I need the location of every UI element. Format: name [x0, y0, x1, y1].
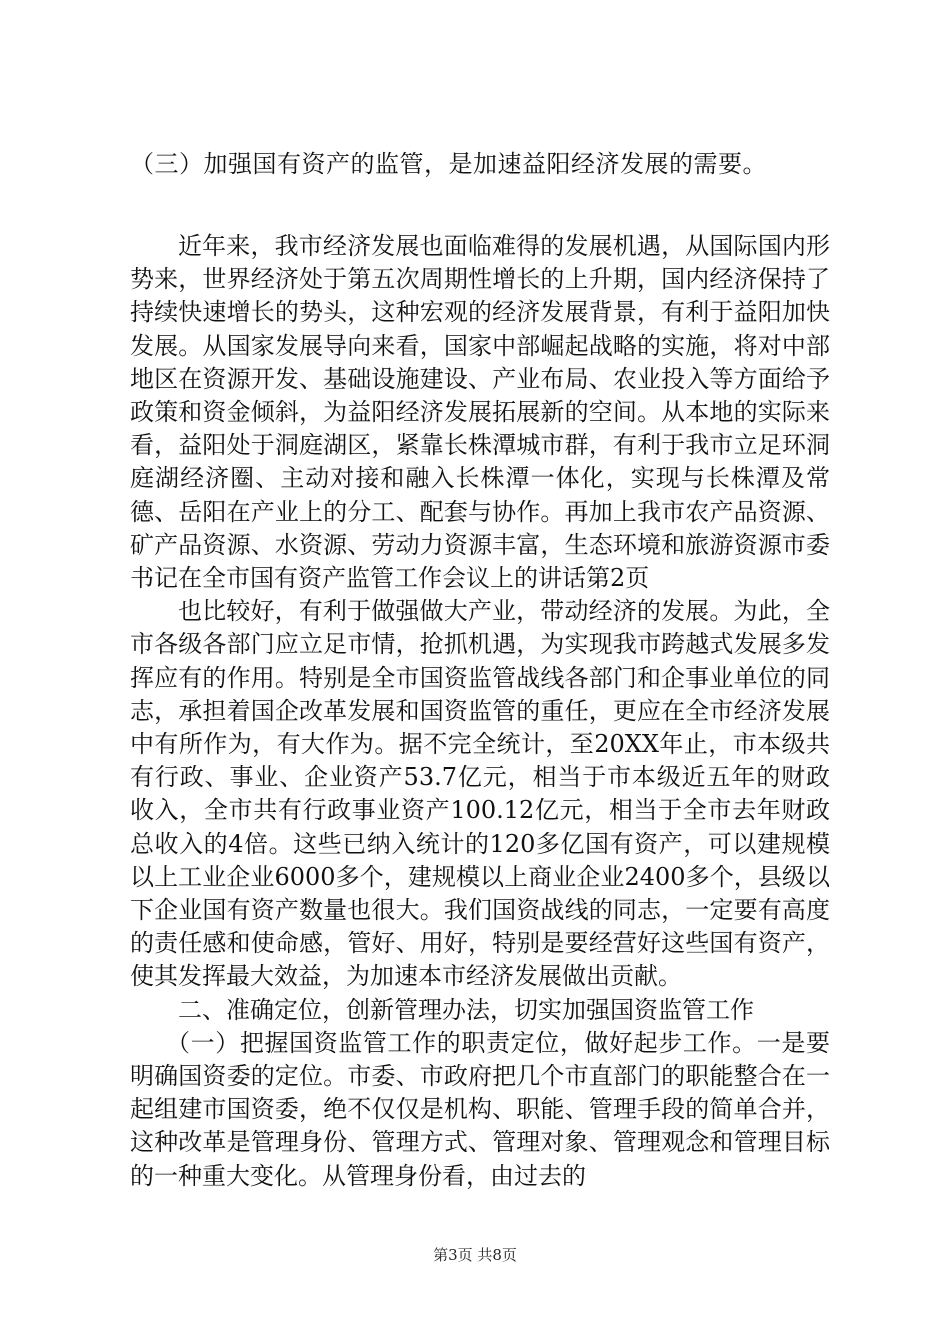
paragraph-opportunities: 近年来，我市经济发展也面临难得的发展机遇，从国际国内形势来，世界经济处于第五次周期性增长的上升期，国内经济保持了持续快速增长的势头，这种宏观的经济发展背景，有利于益阳加快发展。从国家发展导向来看，国家中部崛起战略的实施，将对中部地区在资源开发、基础设施建设、产业布局、农业投入等方面给予政策和资金倾斜，为益阳经济发展拓展新的空间。从本地的实际来看，益阳处于洞庭湖区，紧靠长株潭城市群，有利于我市立足环洞庭湖经济圈、主动对接和融入长株潭一体化，实现与长株潭及常德、岳阳在产业上的分工、配套与协作。再加上我市农产品资源、矿产品资源、水资源、劳动力资源丰富，生态环境和旅游资源市委书记在全市国有资产监管工作会议上的讲话第2页	[130, 232, 830, 593]
section-heading-positioning: 二、准确定位，创新管理办法，切实加强国资监管工作	[178, 995, 754, 1024]
section-heading: （三）加强国有资产的监管，是加速益阳经济发展的需要。	[130, 150, 767, 178]
page-footer: 第3页 共8页	[433, 1246, 517, 1264]
paragraph-statistics: 也比较好，有利于做强做大产业，带动经济的发展。为此，全市各级各部门应立足市情，抢抓机遇，为实现我市跨越式发展多发挥应有的作用。特别是全市国资监管战线各部门和企事业单位的同志，承担着国企改革发展和国资监管的重任，更应在全市经济发展中有所作为，有大作为。据不完全统计，至20XX年止，市本级共有行政、事业、企业资产53.7亿元，相当于市本级近五年的财政收入，全市共有行政事业资产100.12亿元，相当于全市去年财政总收入的4倍。这些已纳入统计的120多亿国有资产，可以建规模以上工业企业6000多个，建规模以上商业企业2400多个，县级以下企业国有资产数量也很大。我们国资战线的同志，一定要有高度的责任感和使命感，管好、用好，特别是要经营好这些国有资产，使其发挥最大效益，为加速本市经济发展做出贡献。	[130, 597, 830, 991]
document-body	[130, 230, 830, 1193]
paragraph-duties: （一）把握国资监管工作的职责定位，做好起步工作。一是要明确国资委的定位。市委、市政府把几个市直部门的职能整合在一起组建市国资委，绝不仅仅是机构、职能、管理手段的简单合并，这种改革是管理身份、管理方式、管理对象、管理观念和管理目标的一种重大变化。从管理身份看，由过去的	[130, 1028, 830, 1190]
